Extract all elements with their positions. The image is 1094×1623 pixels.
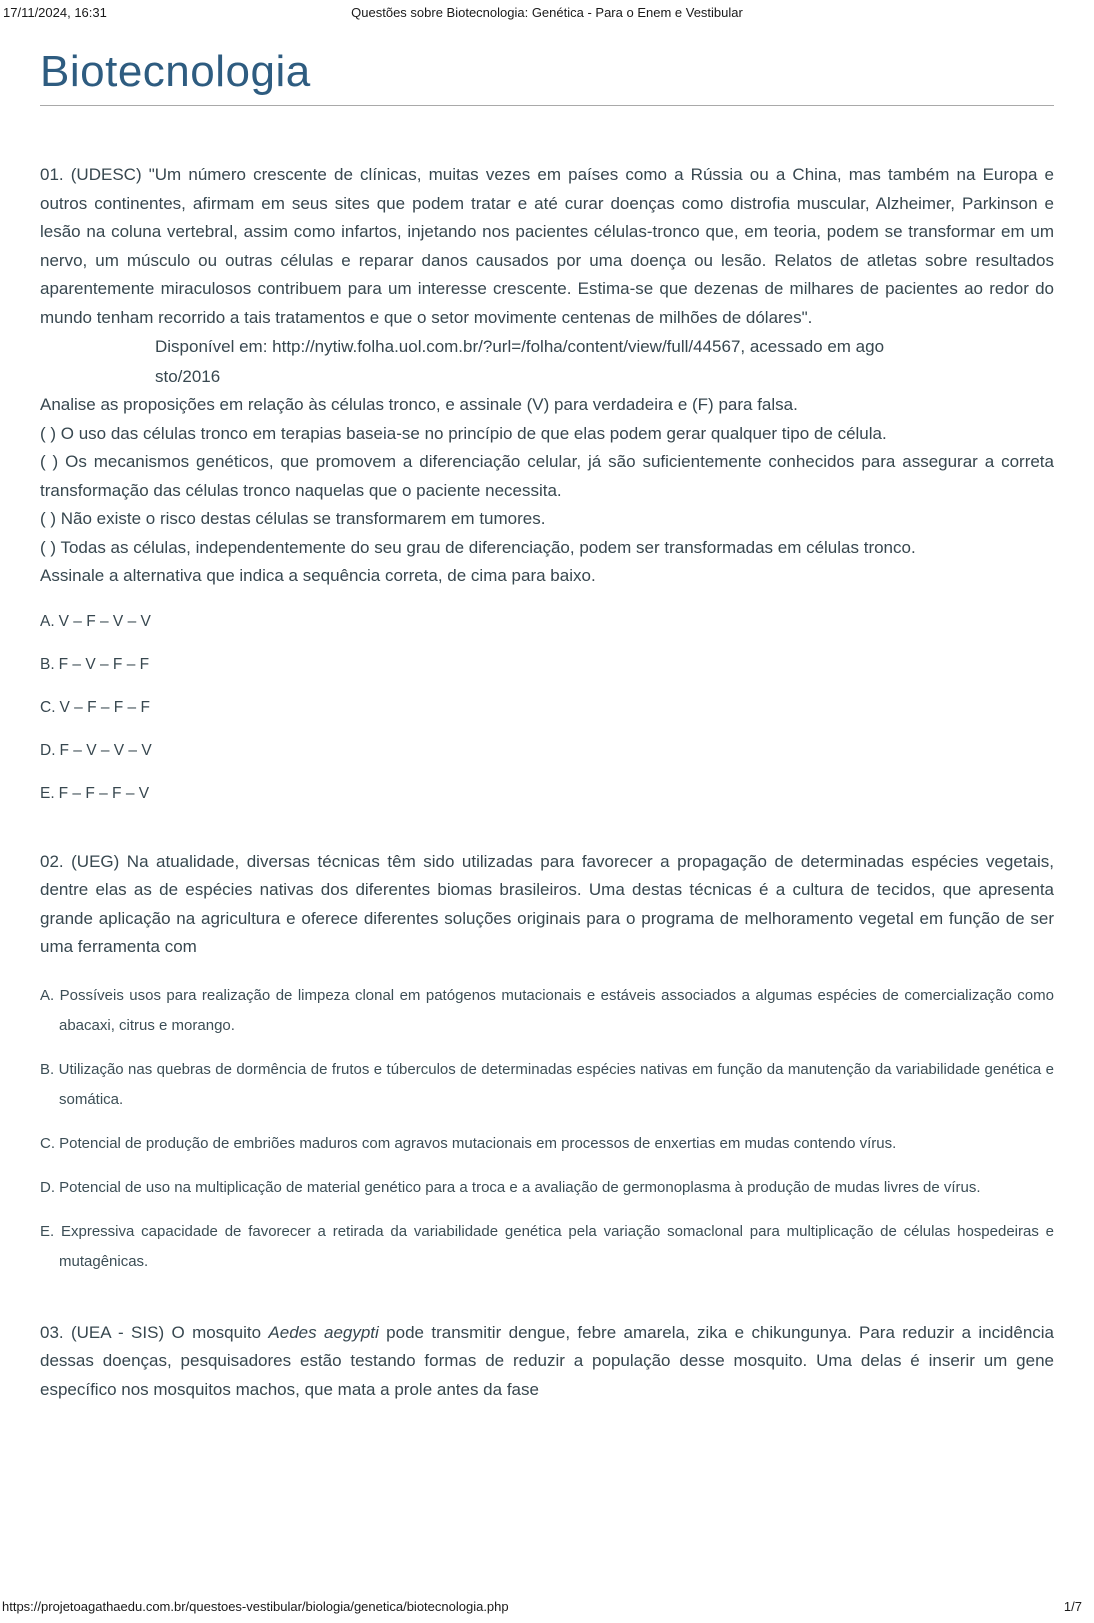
source-line-2: sto/2016 xyxy=(155,366,221,386)
question-1-proposition-3: ( ) Não existe o risco destas células se transformarem em tumores. xyxy=(40,509,546,528)
option-letter: B. xyxy=(40,1060,55,1078)
question-2-statement: 02. (UEG) Na atualidade, diversas técnicas têm sido utilizadas para favorecer a propagação de determinadas espécies vegetais, dentre elas as de espécies nativas dos diferentes biomas brasileiros. Uma destas técnicas é a cultura de tecidos, que apresenta grande aplicação na agricultura e oferece diferentes soluções originais para o programa de melhoramento vegetal em função de ser uma ferramenta com xyxy=(40,851,1054,956)
option-letter: A. xyxy=(40,612,55,630)
question-1-instruction-choose: Assinale a alternativa que indica a sequência correta, de cima para baixo. xyxy=(40,566,596,585)
option-letter: C. xyxy=(40,1134,55,1152)
question-1-statement: 01. (UDESC) "Um número crescente de clínicas, muitas vezes em países como a Rússia ou a China, mas também na Europa e outros continentes, afirmam em seus sites que podem tratar e até curar doenças como distrofia muscular, Alzheimer, Parkinson e lesão na coluna vertebral, assim como infartos, injetando nos pacientes células-tronco que, em teoria, podem se transformar em um nervo, um músculo ou outras células e reparar danos causados por uma doença ou lesão. Relatos de atletas sobre resultados aparentemente miraculosos contribuem para um interesse crescente. Estima-se que dezenas de milhares de pacientes ao redor do mundo tenham recorrido a tais tratamentos e que o setor movimente centenas de milhões de dólares". xyxy=(40,165,1054,327)
question-1-option-b xyxy=(40,651,1054,679)
question-1-proposition-4: ( ) Todas as células, independentemente do seu grau de diferenciação, podem ser transformadas em células tronco. xyxy=(40,537,916,557)
question-2-option-e xyxy=(40,1217,1054,1277)
option-letter: B. xyxy=(40,655,55,673)
print-datetime: 17/11/2024, 16:31 xyxy=(3,5,107,20)
option-text: V – F – V – V xyxy=(58,612,151,630)
option-text: F – F – F – V xyxy=(58,784,150,802)
print-source-url: https://projetoagathaedu.com.br/questoes-vestibular/biologia/genetica/biotecnologia.php xyxy=(2,1599,509,1614)
option-text: F – V – V – V xyxy=(59,741,152,759)
option-text: F – V – F – F xyxy=(58,655,150,673)
question-2-options xyxy=(40,981,1054,1277)
option-text: Possíveis usos para realização de limpeza clonal em patógenos mutacionais e estáveis associados a algumas espécies de comercialização como abacaxi, citrus e morango. xyxy=(59,986,1054,1034)
question-2-option-a xyxy=(40,981,1054,1041)
question-1-option-e xyxy=(40,780,1054,808)
question-1-option-a xyxy=(40,608,1054,636)
question-2-option-c xyxy=(40,1129,1054,1159)
question-1-source-citation xyxy=(155,332,1054,391)
option-text: V – F – F – F xyxy=(59,698,150,716)
question-2-option-d xyxy=(40,1173,1054,1203)
option-text: Potencial de uso na multiplicação de material genético para a troca e a avaliação de germonoplasma à produção de mudas livres de vírus. xyxy=(59,1178,981,1196)
question-3-text-before: 03. (UEA - SIS) O mosquito xyxy=(40,1322,269,1342)
question-1-proposition-2: ( ) Os mecanismos genéticos, que promovem a diferenciação celular, já são suficientemente conhecidos para assegurar a correta transformação das células tronco naquelas que o paciente necessita. xyxy=(40,452,1054,500)
option-letter: E. xyxy=(40,1222,55,1240)
print-document-title: Questões sobre Biotecnologia: Genética - Para o Enem e Vestibular xyxy=(351,5,743,20)
option-letter: D. xyxy=(40,1178,55,1196)
question-2-option-b xyxy=(40,1055,1054,1115)
title-divider xyxy=(40,105,1054,106)
option-text: Utilização nas quebras de dormência de frutos e túberculos de determinadas espécies nativas em função da manutenção da variabilidade genética e somática. xyxy=(58,1060,1055,1108)
page-title: Biotecnologia xyxy=(40,47,311,96)
source-line-1: Disponível em: http://nytiw.folha.uol.com.br/?url=/folha/content/view/full/44567, acessado em ago xyxy=(155,337,885,356)
question-1-option-d xyxy=(40,737,1054,765)
print-header xyxy=(0,5,1094,20)
option-letter: D. xyxy=(40,741,56,759)
option-text: Expressiva capacidade de favorecer a retirada da variabilidade genética pela variação somaclonal para multiplicação de células hospedeiras e mutagênicas. xyxy=(59,1222,1054,1270)
species-name: Aedes aegypti xyxy=(268,1322,379,1342)
question-3-text-after: pode transmitir dengue, febre amarela, zika e chikungunya. Para reduzir a incidência dessas doenças, pesquisadores estão testando formas de reduzir a população desse mosquito. Uma delas é inserir um gene específico nos mosquitos machos, que mata a prole antes da fase xyxy=(40,1322,1055,1399)
question-1-option-c xyxy=(40,694,1054,722)
option-letter: E. xyxy=(40,784,55,802)
option-letter: A. xyxy=(40,986,55,1004)
print-page-number: 1/7 xyxy=(1063,1599,1082,1614)
question-1-instruction-analyze: Analise as proposições em relação às células tronco, e assinale (V) para verdadeira e (F) para falsa. xyxy=(40,395,798,414)
option-letter: C. xyxy=(40,698,56,716)
question-1-options xyxy=(40,608,1054,808)
option-text: Potencial de produção de embriões maduros com agravos mutacionais em processos de enxertias em mudas contendo vírus. xyxy=(59,1134,897,1152)
question-1-proposition-1: ( ) O uso das células tronco em terapias baseia-se no princípio de que elas podem gerar qualquer tipo de célula. xyxy=(40,423,887,443)
question-3-statement xyxy=(40,1319,1054,1405)
